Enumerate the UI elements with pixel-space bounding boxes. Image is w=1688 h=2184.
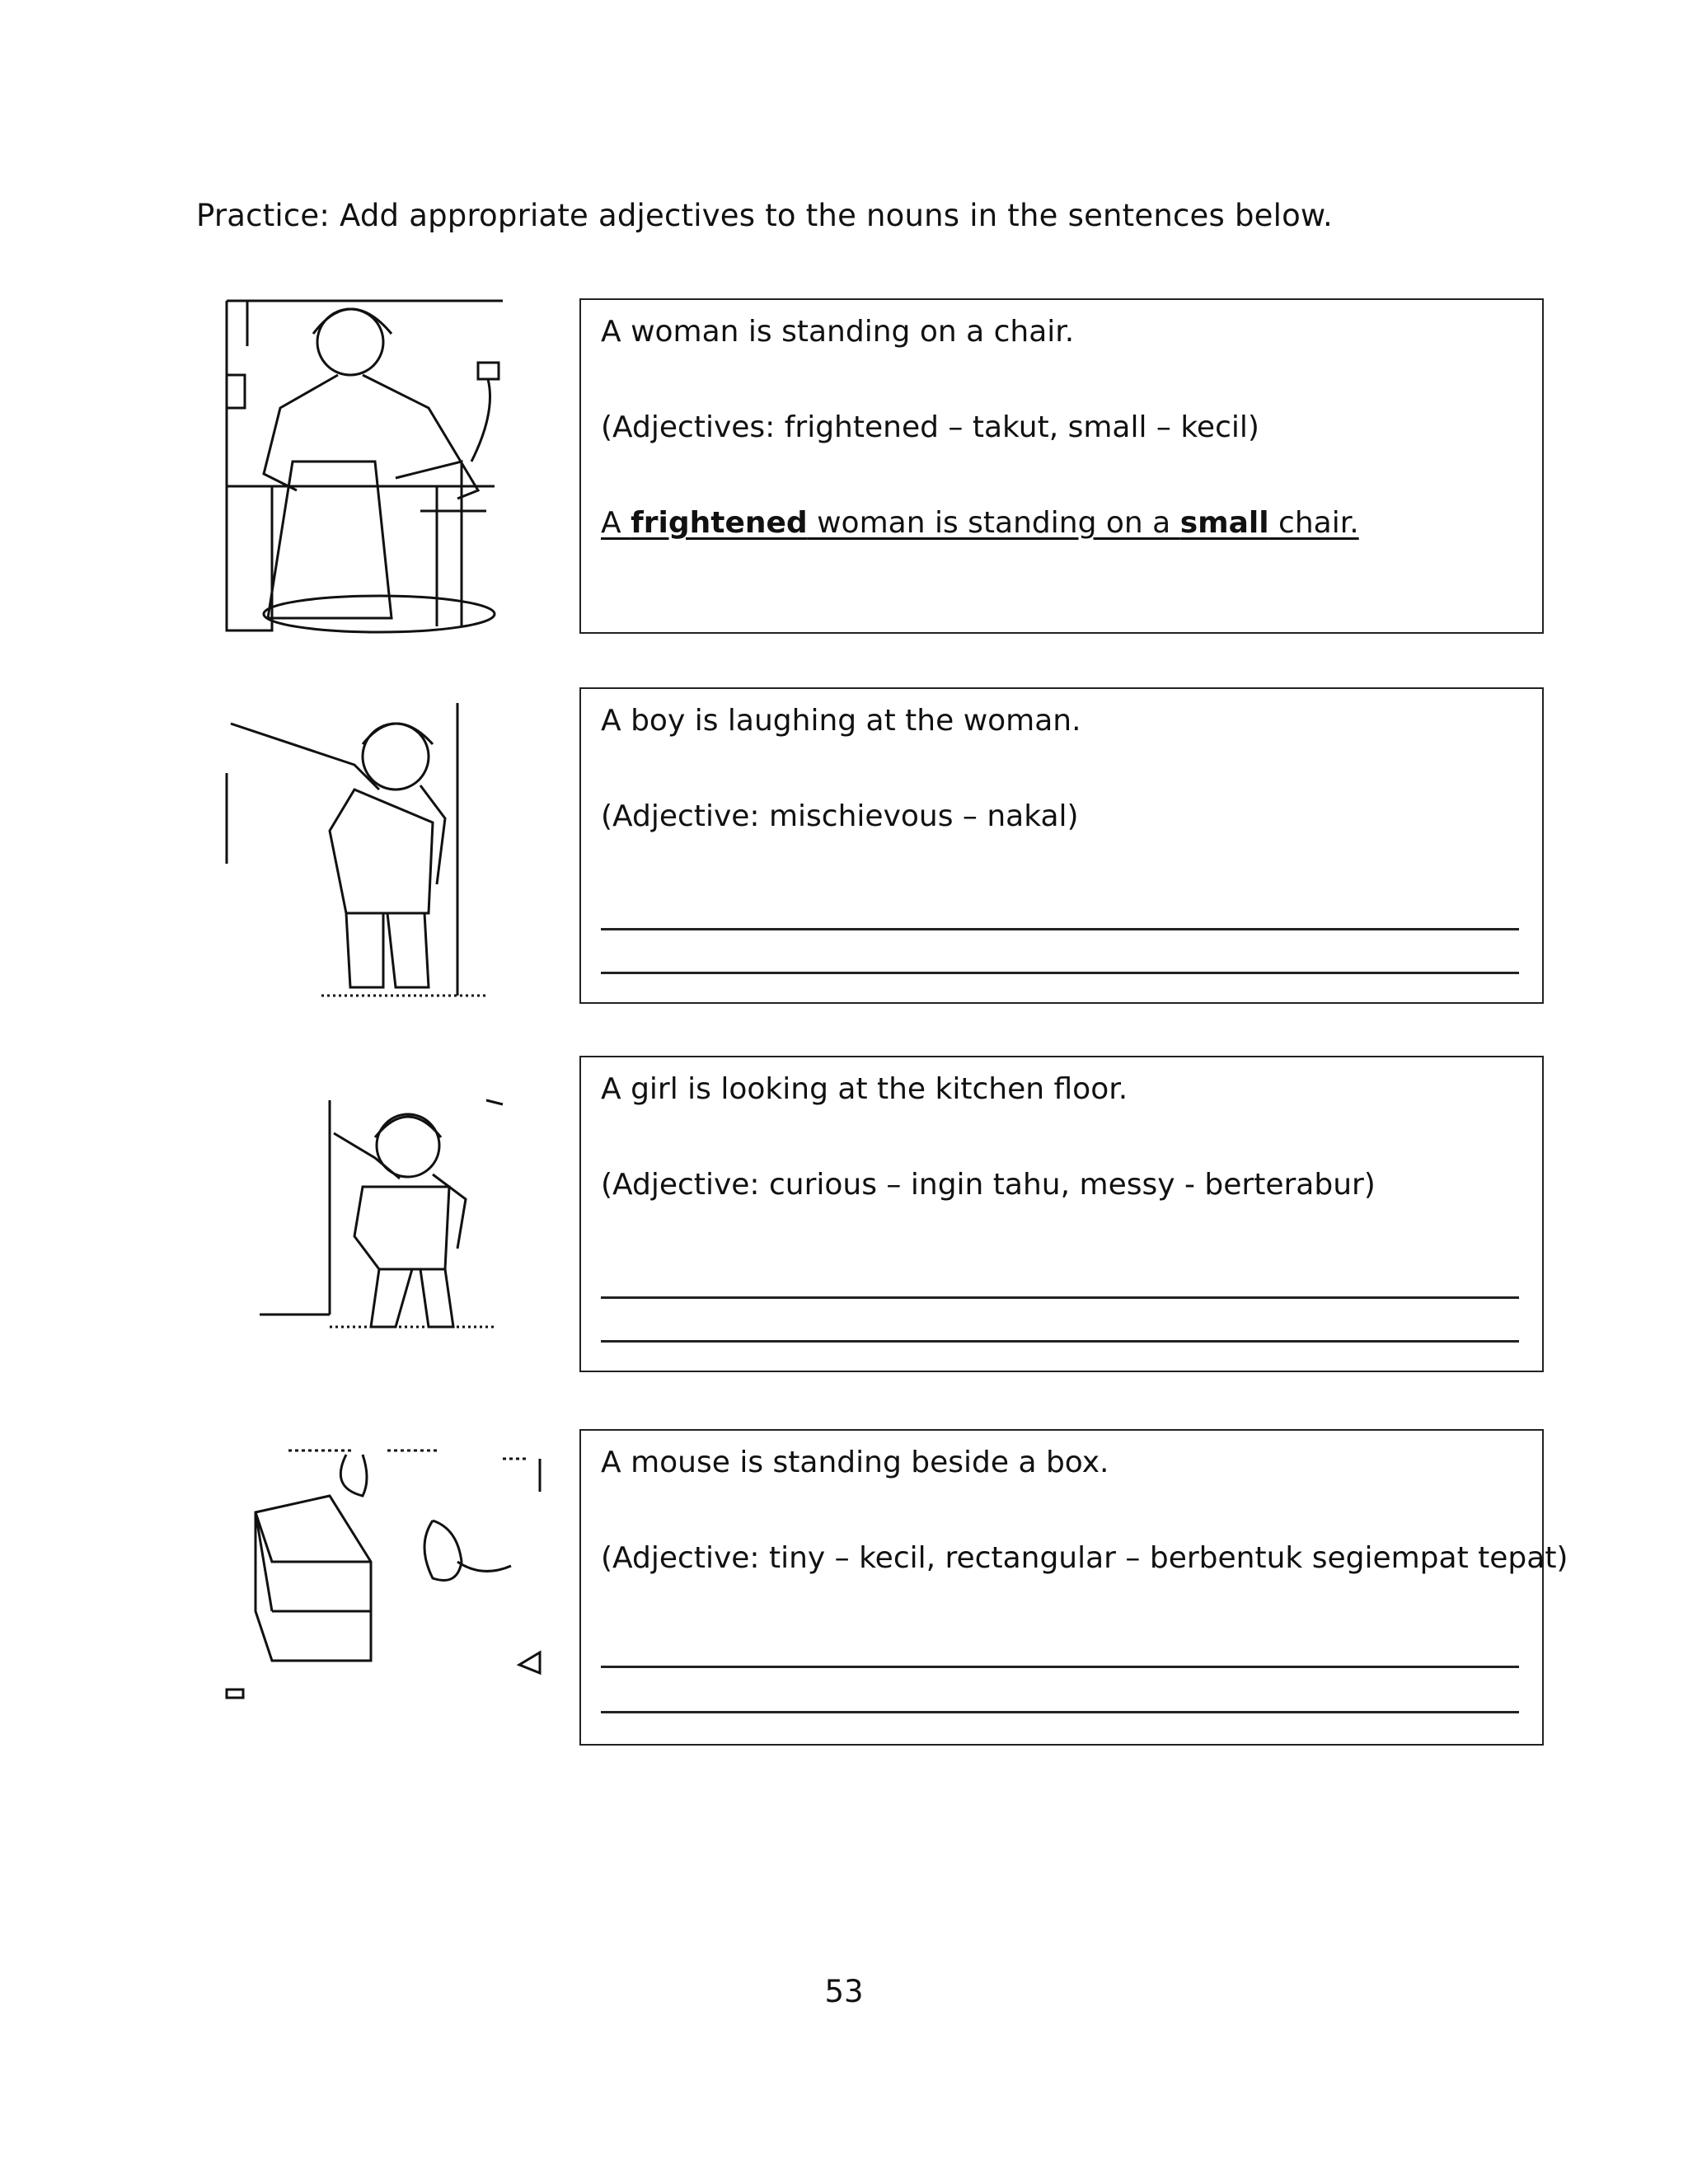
exercise-sentence: A boy is laughing at the woman. xyxy=(601,704,1081,738)
answer-line[interactable] xyxy=(601,1340,1519,1343)
exercise-box-3 xyxy=(579,1056,1544,1372)
answer-line[interactable] xyxy=(601,928,1519,930)
exercise-box-4 xyxy=(579,1429,1568,1746)
exercise-sentence: A girl is looking at the kitchen floor. xyxy=(601,1072,1128,1106)
exercise-hint: (Adjectives: frightened – takut, small – kecil) xyxy=(601,410,1259,444)
answer-line[interactable] xyxy=(601,1666,1519,1668)
exercise-hint: (Adjective: curious – ingin tahu, messy - berterabur) xyxy=(601,1168,1376,1202)
exercise-hint: (Adjective: tiny – kecil, rectangular – berbentuk segiempat tepat) xyxy=(601,1541,1568,1575)
instruction: Practice: Add appropriate adjectives to the nouns in the sentences below. xyxy=(196,198,1333,233)
answer-line[interactable] xyxy=(601,972,1519,974)
girl-looking-illustration xyxy=(256,1096,507,1343)
adjective-small: small xyxy=(1179,506,1269,540)
exercise-hint: (Adjective: mischievous – nakal) xyxy=(601,799,1079,833)
example-answer: A frightened woman is standing on a small chair. xyxy=(601,506,1359,540)
boy-laughing-illustration xyxy=(223,699,507,1008)
exercise-sentence: A woman is standing on a chair. xyxy=(601,315,1075,349)
exercise-box-2 xyxy=(579,687,1544,1004)
adjective-frightened: frightened xyxy=(631,506,808,540)
mouse-and-box-illustration xyxy=(223,1442,544,1714)
exercise-box-1 xyxy=(579,298,1544,634)
answer-line[interactable] xyxy=(601,1711,1519,1713)
answer-line[interactable] xyxy=(601,1296,1519,1299)
exercise-sentence: A mouse is standing beside a box. xyxy=(601,1446,1109,1479)
woman-on-chair-illustration xyxy=(223,297,507,635)
page-number: 53 xyxy=(824,1974,864,2009)
